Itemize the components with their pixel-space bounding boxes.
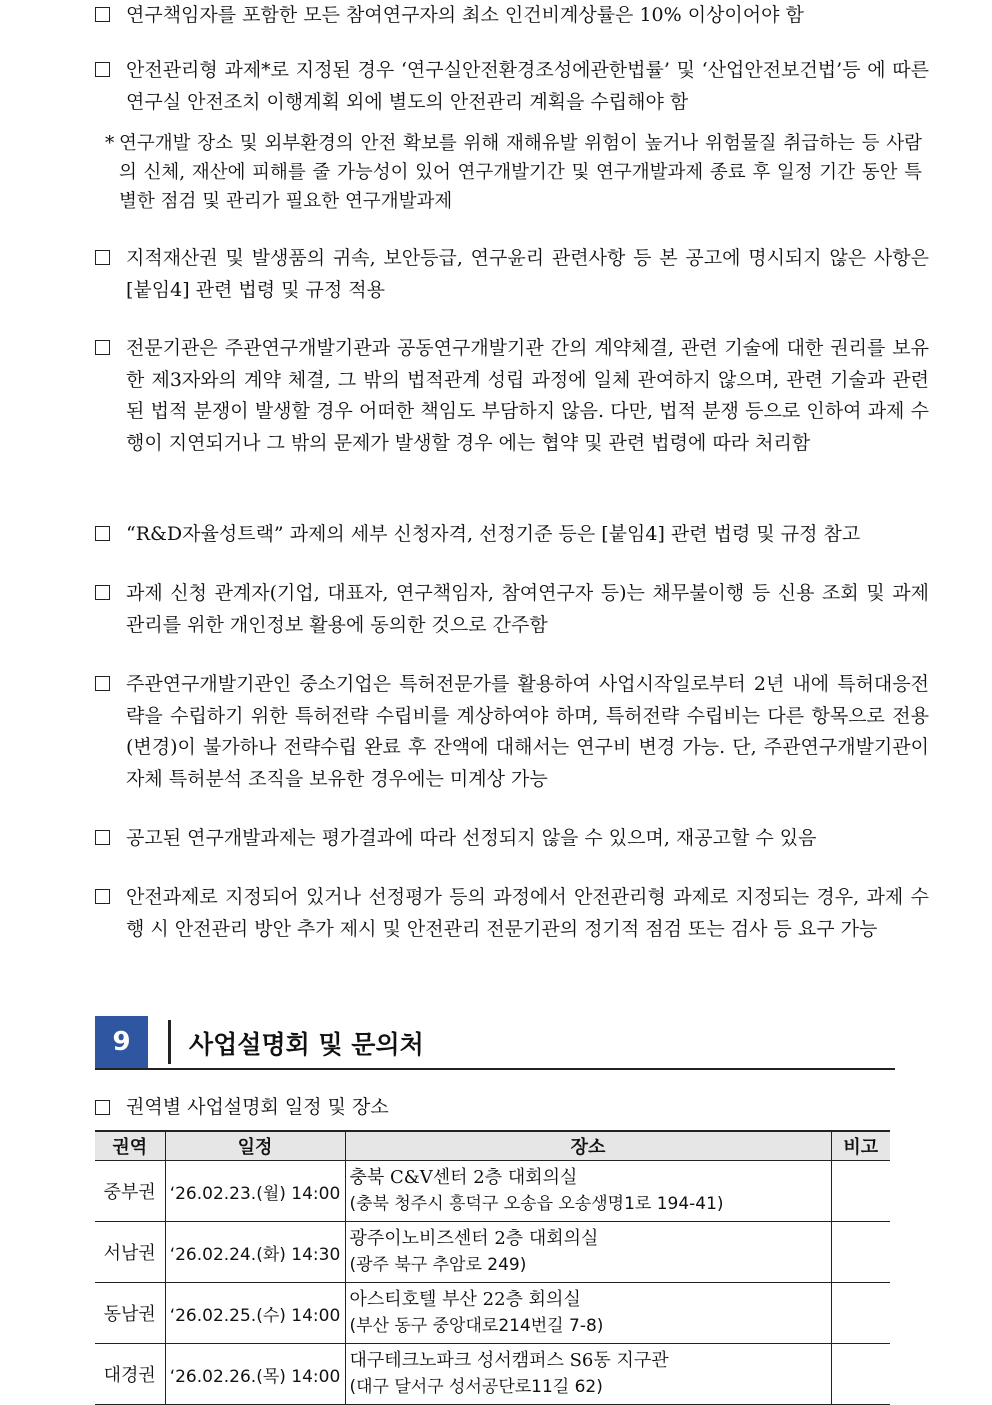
notice-text: 안전과제로 지정되어 있거나 선정평가 등의 과정에서 안전관리형 과제로 지정되는 경우, 과제 수행 시 안전관리 방안 추가 제시 및 안전관리 전문기관의 정기적 점검 또는 검사 등 요구 가능 bbox=[126, 886, 929, 940]
notice-text: 주관연구개발기관인 중소기업은 특허전문가를 활용하여 사업시작일로부터 2년 내에 특허대응전략을 수립하기 위한 특허전략 수립비를 계상하여야 하며, 특허전략 수립비는 다른 항목으로 전용(변경)이 불가하나 전략수립 완료 후 잔액에 대해서는 연구비 변경 가능. 단, 주관연구개발기관이 자체 특허분석 조직을 보유한 경우에는 미계상 가능 bbox=[126, 673, 929, 790]
column-header-note: 비고 bbox=[831, 1131, 890, 1161]
region-cell: 서남권 bbox=[95, 1222, 165, 1283]
checkbox-bullet-icon bbox=[95, 62, 110, 77]
date-cell: ‘26.02.23.(월) 14:00 bbox=[165, 1161, 345, 1222]
subheading-text: 권역별 사업설명회 일정 및 장소 bbox=[126, 1096, 389, 1118]
table-row bbox=[95, 1222, 890, 1283]
notice-item bbox=[95, 669, 929, 795]
place-name: 광주이노비즈센터 2층 대회의실 bbox=[349, 1228, 599, 1249]
note-cell bbox=[831, 1283, 890, 1344]
date-cell: ‘26.02.24.(화) 14:30 bbox=[165, 1222, 345, 1283]
schedule-table bbox=[95, 1130, 890, 1405]
note-cell bbox=[831, 1161, 890, 1222]
table-row bbox=[95, 1161, 890, 1222]
table-header-row bbox=[95, 1131, 890, 1161]
checkbox-bullet-icon bbox=[95, 585, 110, 600]
subheading bbox=[95, 1092, 389, 1122]
place-cell bbox=[345, 1161, 831, 1222]
notice-item bbox=[95, 823, 929, 855]
notice-item bbox=[95, 882, 929, 945]
place-name: 대구테크노파크 성서캠퍼스 S6동 지구관 bbox=[349, 1350, 669, 1371]
place-address: (부산 동구 중앙대로214번길 7-8) bbox=[349, 1316, 604, 1336]
column-header-place: 장소 bbox=[345, 1131, 831, 1161]
place-cell bbox=[345, 1283, 831, 1344]
notice-text: “R&D자율성트랙” 과제의 세부 신청자격, 선정기준 등은 [붙임4] 관련 법령 및 규정 참고 bbox=[126, 523, 861, 545]
notice-item bbox=[95, 519, 929, 551]
place-cell bbox=[345, 1222, 831, 1283]
notice-item bbox=[95, 55, 929, 118]
checkbox-bullet-icon bbox=[95, 830, 110, 845]
region-cell: 동남권 bbox=[95, 1283, 165, 1344]
place-address: (대구 달서구 성서공단로11길 62) bbox=[349, 1377, 603, 1397]
notice-text: 지적재산권 및 발생품의 귀속, 보안등급, 연구윤리 관련사항 등 본 공고에 명시되지 않은 사항은 [붙임4] 관련 법령 및 규정 적용 bbox=[126, 247, 929, 301]
checkbox-bullet-icon bbox=[95, 7, 110, 22]
place-name: 충북 C&V센터 2층 대회의실 bbox=[349, 1167, 578, 1188]
region-cell: 대경권 bbox=[95, 1344, 165, 1405]
place-name: 아스티호텔 부산 22층 회의실 bbox=[349, 1289, 581, 1310]
footnote-text: 연구개발 장소 및 외부환경의 안전 확보를 위해 재해유발 위험이 높거나 위험물질 취급하는 등 사람의 신체, 재산에 피해를 줄 가능성이 있어 연구개발기간 및 연구개발과제 종료 후 일정 기간 동안 특별한 점검 및 관리가 필요한 연구개발과제 bbox=[119, 133, 923, 212]
note-cell bbox=[831, 1344, 890, 1405]
table-row bbox=[95, 1344, 890, 1405]
notice-item bbox=[95, 0, 929, 32]
notice-text: 연구책임자를 포함한 모든 참여연구자의 최소 인건비계상률은 10% 이상이어야 함 bbox=[126, 4, 804, 26]
section-header bbox=[95, 1016, 895, 1070]
footnote bbox=[95, 129, 922, 216]
checkbox-bullet-icon bbox=[95, 676, 110, 691]
section-divider bbox=[168, 1020, 171, 1064]
place-address: (광주 북구 추암로 249) bbox=[349, 1255, 527, 1275]
notice-item bbox=[95, 243, 929, 306]
notice-item bbox=[95, 578, 929, 641]
note-cell bbox=[831, 1222, 890, 1283]
section-title: 사업설명회 및 문의처 bbox=[189, 1030, 424, 1059]
checkbox-bullet-icon bbox=[95, 340, 110, 355]
table-row bbox=[95, 1283, 890, 1344]
footnote-star: * bbox=[105, 133, 115, 154]
notice-text: 전문기관은 주관연구개발기관과 공동연구개발기관 간의 계약체결, 관련 기술에 대한 권리를 보유한 제3자와의 계약 체결, 그 밖의 법적관계 성립 과정에 일체 관여하지 않으며, 관련 기술과 관련된 법적 분쟁이 발생할 경우 어떠한 책임도 부담하지 않음. 다만, 법적 분쟁 등으로 인하여 과제 수행이 지연되거나 그 밖의 문제가 발생할 경우 에는 협약 및 관련 법령에 따라 처리함 bbox=[126, 337, 929, 454]
date-cell: ‘26.02.26.(목) 14:00 bbox=[165, 1344, 345, 1405]
notice-item bbox=[95, 333, 929, 459]
checkbox-bullet-icon bbox=[95, 526, 110, 541]
place-cell bbox=[345, 1344, 831, 1405]
column-header-region: 권역 bbox=[95, 1131, 165, 1161]
notice-text: 공고된 연구개발과제는 평가결과에 따라 선정되지 않을 수 있으며, 재공고할 수 있음 bbox=[126, 827, 817, 849]
checkbox-bullet-icon bbox=[95, 889, 110, 904]
section-number: 9 bbox=[95, 1016, 148, 1068]
checkbox-bullet-icon bbox=[95, 1100, 110, 1115]
checkbox-bullet-icon bbox=[95, 250, 110, 265]
place-address: (충북 청주시 흥덕구 오송읍 오송생명1로 194-41) bbox=[349, 1194, 724, 1214]
date-cell: ‘26.02.25.(수) 14:00 bbox=[165, 1283, 345, 1344]
region-cell: 중부권 bbox=[95, 1161, 165, 1222]
notice-text: 과제 신청 관계자(기업, 대표자, 연구책임자, 참여연구자 등)는 채무불이행 등 신용 조회 및 과제 관리를 위한 개인정보 활용에 동의한 것으로 간주함 bbox=[126, 582, 929, 636]
notice-text: 안전관리형 과제*로 지정된 경우 ‘연구실안전환경조성에관한법률’ 및 ‘산업안전보건법’등 에 따른 연구실 안전조치 이행계획 외에 별도의 안전관리 계획을 수립해야 함 bbox=[126, 59, 929, 113]
column-header-date: 일정 bbox=[165, 1131, 345, 1161]
